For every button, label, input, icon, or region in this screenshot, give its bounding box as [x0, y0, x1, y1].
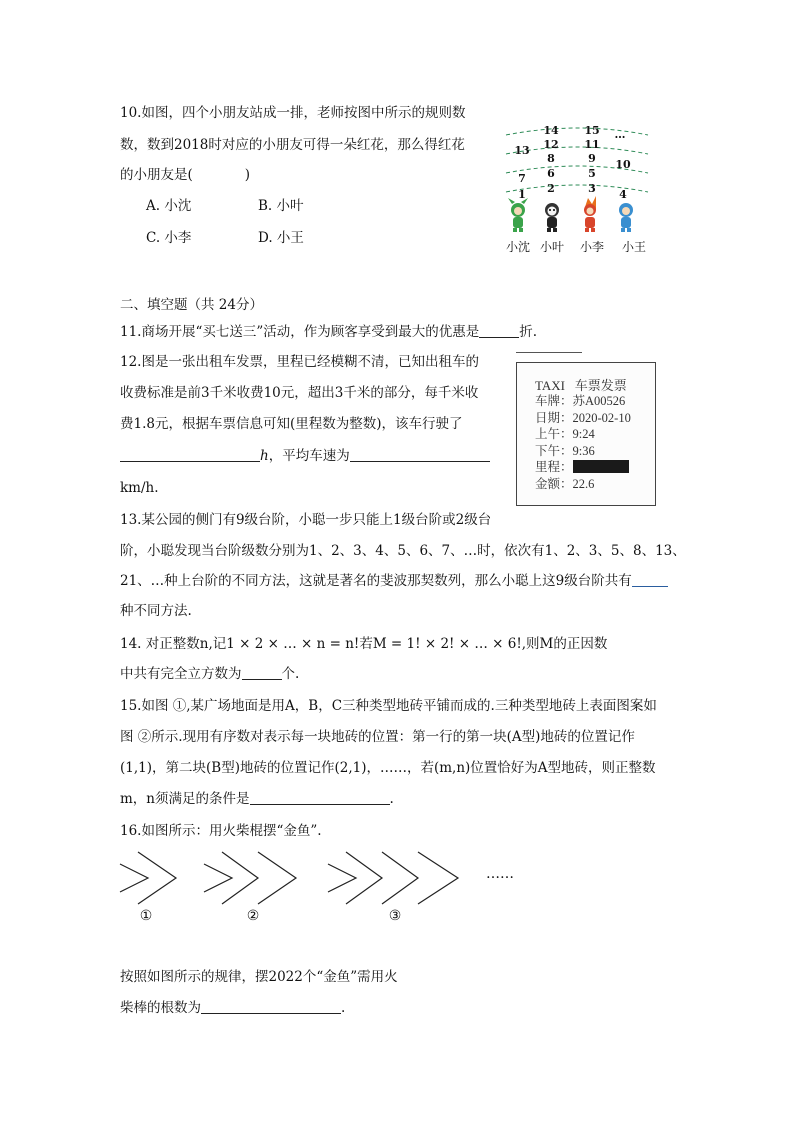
q16-ellipsis: …… [486, 866, 514, 882]
taxi-receipt [516, 362, 656, 506]
q15-line4 [120, 789, 394, 809]
q13-line4: 种不同方法. [120, 603, 192, 619]
q10-option-b: B. 小叶 [258, 198, 304, 214]
q14-line2-end: 个. [281, 666, 300, 682]
q10-line2: 数，数到2018时对应的小朋友可得一朵红花，那么得红花 [120, 137, 465, 153]
q16-line3-end: . [341, 1000, 346, 1016]
receipt-plate: 苏A00526 [572, 394, 626, 408]
q12-line4 [120, 446, 490, 466]
q10-line3-end: ) [244, 167, 251, 183]
receipt-title: 车票发票 [574, 378, 627, 393]
fig-num-13: 13 [514, 144, 530, 157]
fig-num-2: 2 [547, 182, 555, 195]
receipt-mileage-blurred [573, 460, 629, 473]
q11-end: 折. [519, 324, 538, 340]
fig-num-6: 6 [547, 167, 555, 180]
receipt-amount-row [535, 476, 631, 493]
q10-option-d: D. 小王 [258, 230, 304, 246]
q16-label-3: ③ [388, 908, 402, 924]
fig-num-11: 11 [584, 138, 600, 151]
fig-num-7: 7 [518, 172, 526, 185]
receipt-top-line [516, 352, 582, 353]
q11-text: 11.商场开展“买七送三”活动，作为顾客享受到最大的优惠是 [120, 324, 480, 340]
q13-blank[interactable] [632, 572, 668, 587]
q16-line3 [120, 998, 345, 1018]
q12-mid: ，平均车速为 [268, 448, 350, 464]
q16-line2: 按照如图所示的规律，摆2022个“金鱼”需用火 [120, 969, 398, 985]
receipt-down-label: 下午： [535, 443, 573, 458]
child-ye-icon [545, 203, 559, 232]
fig-num-5: 5 [588, 167, 596, 180]
receipt-date-label: 日期： [535, 410, 573, 425]
fig-num-15: 15 [584, 124, 600, 137]
receipt-plate-label: 车牌： [535, 394, 573, 408]
q16-matchstick-figure [118, 850, 518, 925]
q13-line3-text: 21、…种上台阶的不同方法，这就是著名的斐波那契数列，那么小聪上这9级台阶共有 [120, 573, 632, 589]
receipt-date-row [535, 410, 631, 427]
child-name-li: 小李 [579, 240, 605, 254]
fig-num-4: 4 [619, 188, 627, 201]
receipt-up: 9:24 [572, 427, 595, 441]
q12-distance-blank[interactable] [120, 447, 260, 462]
q10-option-a: A. 小沈 [146, 198, 192, 214]
fig-num-10: 10 [615, 158, 631, 171]
q10-figure [498, 118, 668, 260]
q16-line1: 16.如图所示：用火柴棍摆“金鱼”. [120, 823, 322, 839]
q15-line1: 15.如图 ①,某广场地面是用A，B，C三种类型地砖平铺而成的.三种类型地砖上表面图案如 [120, 698, 657, 714]
fig-num-ellipsis: … [614, 128, 626, 141]
receipt-mileage-label: 里程： [535, 460, 573, 474]
receipt-down-row [535, 443, 631, 460]
q12-line3: 费1.8元，根据车票信息可知(里程数为整数)，该车行驶了 [120, 416, 463, 432]
q10-line1: 10.如图，四个小朋友站成一排，老师按图中所示的规则数 [120, 105, 466, 121]
q16-label-1: ① [139, 908, 153, 924]
q12-unit-h: h [260, 448, 269, 464]
q15-line4-end: . [389, 791, 394, 807]
q10-line3-text: 的小朋友是( [120, 167, 193, 183]
q12-speed-blank[interactable] [350, 447, 490, 462]
receipt-up-row [535, 426, 631, 443]
q16-matchsticks [120, 852, 458, 904]
q13-line1: 13.某公园的侧门有9级台阶，小聪一步只能上1级台阶或2级台 [120, 512, 492, 528]
q13-line2: 阶，小聪发现当台阶级数分别为1、2、3、4、5、6、7、…时，依次有1、2、3、5、8、13、 [120, 543, 686, 559]
receipt-amount-label: 金额： [535, 476, 573, 491]
q10-line3 [120, 165, 250, 185]
child-name-wang: 小王 [621, 240, 647, 254]
q13-line3 [120, 571, 668, 591]
fig-num-1: 1 [518, 188, 526, 201]
receipt-title-row [535, 375, 627, 394]
receipt-amount: 22.6 [572, 476, 595, 491]
receipt-plate-row [535, 393, 631, 410]
fig-num-12: 12 [543, 138, 559, 151]
child-li-icon [584, 196, 596, 232]
receipt-fields [535, 393, 631, 492]
q10-option-c: C. 小李 [146, 230, 192, 246]
q15-line2: 图 ②所示.现用有序数对表示每一块地砖的位置：第一行的第一块(A型)地砖的位置记作 [120, 729, 635, 745]
q14-blank[interactable] [242, 665, 282, 680]
q16-label-2: ② [246, 908, 260, 924]
fig-num-14: 14 [543, 124, 559, 137]
q12-line5: km/h. [120, 480, 159, 496]
fig-num-3: 3 [588, 182, 596, 195]
receipt-mileage-row [535, 459, 631, 476]
q16-line3-text: 柴棒的根数为 [120, 1000, 201, 1016]
child-name-ye: 小叶 [539, 240, 565, 254]
fig-num-8: 8 [547, 152, 555, 165]
section-fill-blank-heading: 二、填空题（共 24分） [120, 297, 263, 313]
child-wang-icon [619, 203, 633, 232]
receipt-up-label: 上午： [535, 427, 573, 441]
q16-blank[interactable] [201, 999, 341, 1014]
q14-line1: 14. 对正整数n,记1 × 2 × … × n = n!若M = 1! × 2! × … × 6!,则M的正因数 [120, 636, 608, 652]
q15-blank[interactable] [250, 790, 390, 805]
q14-line2 [120, 664, 299, 684]
receipt-date: 2020-02-10 [572, 410, 631, 425]
q12-line2: 收费标准是前3千米收费10元，超出3千米的部分，每千米收 [120, 385, 479, 401]
child-name-shen: 小沈 [505, 240, 531, 254]
q14-line2-text: 中共有完全立方数为 [120, 666, 242, 682]
q12-line1: 12.图是一张出租车发票，里程已经模糊不清，已知出租车的 [120, 354, 479, 370]
q11-blank[interactable] [479, 323, 519, 338]
child-shen-icon [508, 198, 528, 232]
receipt-down: 9:36 [572, 443, 595, 458]
q15-line4-text: m，n须满足的条件是 [120, 791, 250, 807]
receipt-taxi: TAXI [535, 378, 566, 393]
q15-line3: (1,1)，第二块(B型)地砖的位置记作(2,1)，……，若(m,n)位置恰好为A型地砖，则正整数 [120, 760, 656, 776]
fig-num-9: 9 [588, 152, 596, 165]
q11 [120, 322, 537, 342]
